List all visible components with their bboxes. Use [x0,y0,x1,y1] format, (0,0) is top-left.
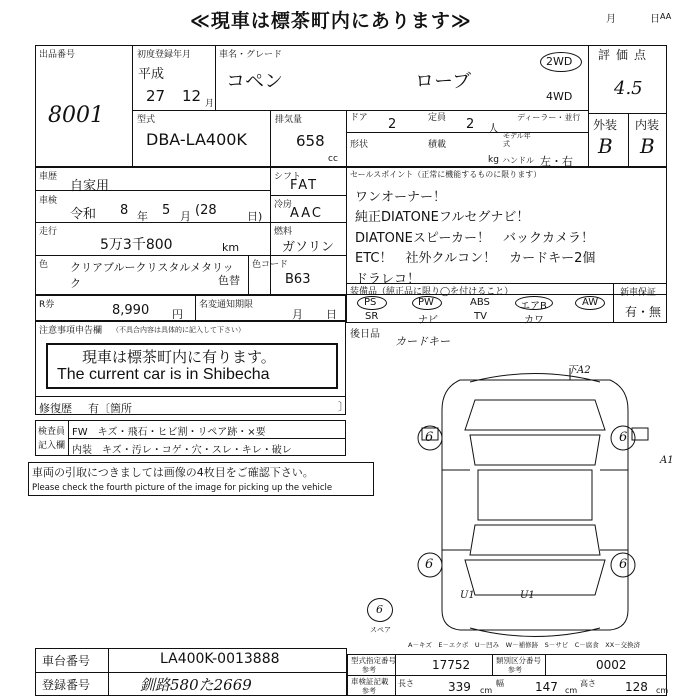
trunk [465,560,605,595]
divider [270,167,271,295]
type-value: 17752 [432,658,471,672]
lot-label: 出品番号 [39,50,76,60]
diagram-legend: A－キズ E－エクボ U－凹み W－補修跡 S－サビ C－腐食 XX－交換済 [408,641,641,649]
notes-sub: （不具合内容は具体的に記入して下さい） [112,326,245,334]
divider [35,222,270,223]
selling-points-label: セールスポイント（正常に機能するものに限ります） [350,170,542,179]
chassis-label: 車台番号 [42,654,91,668]
registration-era: 平成 [138,67,165,82]
diagram-u1-left: U1 [460,590,475,601]
accessories-label: 後日品 [350,329,380,340]
divider [35,396,346,397]
diagram-u1-right: U1 [520,590,535,601]
deadline-month: 月 [292,308,303,321]
width-label: 幅 [496,679,504,688]
recycle-value: 8,990 [112,303,150,318]
divider [195,295,196,321]
divider [68,438,346,439]
inspector-label-1: 検査員 [38,427,66,437]
diagram-a1: A1 [660,455,674,466]
tire-fl-mark: 6 [425,430,434,445]
inspection-year: 8 [120,203,129,218]
mileage-label: 走行 [39,227,58,237]
chassis-value: LA400K-0013888 [160,651,280,667]
shift-value: FAT [290,178,319,193]
divider [628,113,629,167]
hood [465,400,605,430]
inspection-month-unit: 月 [180,210,191,223]
pickup-en: Please check the fourth picture of the image for picking up the vehicle [32,483,333,493]
size-label: 車検証記載 [351,677,389,686]
equip-abs: ABS [470,297,490,308]
tire-spare-mark: 6 [376,603,383,616]
class-value: 0002 [596,658,627,672]
divider [108,648,109,696]
load-label: 積載 [428,140,447,150]
deadline-label: 名変通知期限 [199,300,254,310]
type-ref: 参考 [362,666,376,674]
divider [545,654,546,675]
fuel-value: ガソリン [282,240,335,255]
registration-label: 初度登録年月 [137,50,192,60]
selling-point-1: ワンオーナー！ [355,190,447,205]
windshield [470,435,600,465]
registration-year: 27 [146,87,166,105]
divider [346,167,347,295]
fuel-label: 燃料 [274,227,293,237]
spare-label: スペア [370,626,391,634]
model-label: 型式 [137,115,156,125]
drive-4wd: 4WD [546,90,573,103]
divider [248,255,249,295]
aircon-label: 冷房 [274,200,293,210]
repair-close: 〕 [338,400,349,413]
equip-leather: カワ [524,315,544,326]
model-value: DBA-LA400K [146,130,247,149]
roof [478,470,592,520]
shift-label: シフト [274,172,302,182]
exterior-label: 外装 [593,118,618,132]
car-diagram [400,360,670,640]
class-ref: 参考 [508,666,522,674]
history-label: 車歴 [39,172,58,182]
warranty-value: 有・無 [625,305,662,319]
interior-value: B [640,134,655,158]
inspection-day-unit: 日) [247,210,263,223]
selling-point-4: ETC！ 社外クルコン！ カードキー2個 [355,251,596,266]
selling-point-5: ドラレコ！ [355,272,421,287]
divider [215,45,216,110]
divider [270,222,346,223]
divider [35,672,347,673]
divider [492,654,493,675]
width-value: 147 [535,680,558,694]
repair-value: 有〔箇所 [88,402,132,415]
equipment-label: 装備品（純正品に限り◯を付けること） [350,287,514,297]
divider [270,195,346,196]
tire-fr-mark: 6 [619,430,628,445]
repair-label: 修復歴 [39,402,72,415]
displacement-unit: cc [328,154,338,164]
registration-month-unit: 月 [205,99,215,109]
registration-month: 12 [182,87,202,105]
equip-tv: TV [474,311,487,322]
class-label: 類別区分番号 [496,656,541,665]
handle-options: 左・右 [540,155,573,168]
selling-point-2: 純正DIATONEフルセグナビ！ [355,210,530,225]
inspection-month: 5 [162,203,171,218]
header-month-label: 月 [606,14,616,25]
rating-value: 4.5 [614,78,643,99]
selling-point-3: DIATONEスピーカー！ バックカメラ！ [355,231,595,246]
drive-2wd: 2WD [546,55,573,68]
doors-value: 2 [388,117,397,132]
equip-pw: PW [418,297,434,308]
length-label: 長さ [398,679,414,688]
color-label: 色 [39,260,49,270]
length-unit: cm [480,686,493,695]
dealer-label: ディーラー・並行 [517,113,581,122]
equip-airbag: エアB [520,301,547,312]
divider [613,283,614,323]
header-suffix: AA [660,12,672,21]
rating-label: 評価点 [598,48,653,62]
plate-label: 登録番号 [42,678,91,692]
divider [132,45,133,167]
aircon-value: AAC [290,206,323,221]
color-change-label: 色替 [218,274,240,287]
color-value: クリアブルークリスタルメタリック [70,261,234,290]
equip-aw: AW [582,297,599,308]
inspection-label: 車検 [39,196,58,206]
color-code-value: B63 [285,272,311,287]
plate-value: 釧路580た2669 [140,676,252,694]
recycle-label: R券 [39,300,55,310]
notes-line-jp: 現車は標茶町内に有ります。 [82,348,276,366]
notes-line-en: The current car is in Shibecha [57,366,270,383]
inspector-row-1: FW キズ・飛石・ヒビ割・リペア跡・×要 [72,427,266,438]
shape-label: 形状 [350,140,369,150]
inspection-year-unit: 年 [137,210,148,223]
inspector-label-2: 記入欄 [38,441,66,451]
doors-label: ドア [350,113,368,123]
car-name-label: 車名・グレード [219,50,283,60]
height-value: 128 [625,680,648,694]
mileage-value: 5万3千800 [100,237,173,253]
width-unit: cm [565,686,578,695]
handle-label: ハンドル [502,156,534,165]
divider [588,45,589,167]
inspection-day: (28 [195,203,217,218]
model-year-label: モデル年式 [503,132,531,148]
exterior-value: B [598,134,613,158]
car-name: コペン [226,70,284,92]
warranty-label: 新車保証 [620,288,657,298]
capacity-value: 2 [466,117,475,132]
equip-navi: ナビ [418,315,438,326]
car-grade: ローブ [415,70,472,92]
tire-rl-mark: 6 [425,557,434,572]
height-label: 高さ [580,679,596,688]
rear-window [470,525,600,555]
rear-bumper [470,628,600,637]
divider [346,110,347,167]
recycle-unit: 円 [172,308,183,321]
diagram-fa2: 下A2 [567,365,591,376]
divider [270,110,271,167]
divider [35,255,346,256]
color-code-label: 色コード [252,260,289,270]
mileage-unit: km [222,241,240,254]
displacement-label: 排気量 [275,115,303,125]
header-day-label: 日 [650,14,660,25]
displacement-value: 658 [296,132,325,150]
capacity-unit: 人 [488,122,499,135]
equip-sr: SR [365,311,379,322]
deadline-day: 日 [326,308,337,321]
inspection-era: 令和 [70,207,97,222]
tire-rr-mark: 6 [619,557,628,572]
pickup-jp: 車両の引取につきましては画像の4枚目をご確認下さい。 [32,466,314,479]
size-ref: 参考 [362,687,376,695]
accessories-value: カードキー [395,335,450,348]
equip-ps: PS [364,297,377,308]
interior-label: 内装 [635,118,660,132]
capacity-label: 定員 [428,113,447,123]
page-title: ≪現車は標茶町内にあります≫ [190,10,472,32]
length-value: 339 [448,680,471,694]
kg-label: kg [488,155,499,165]
inspector-row-2: 内装 キズ・汚レ・コゲ・穴・スレ・キレ・破レ [72,445,292,456]
notes-label: 注意事項申告欄 [39,326,103,336]
lot-number: 8001 [48,103,104,128]
history-value: 自家用 [70,179,110,194]
type-label: 型式指定番号 [351,656,396,665]
height-unit: cm [656,686,669,695]
divider [346,132,588,133]
